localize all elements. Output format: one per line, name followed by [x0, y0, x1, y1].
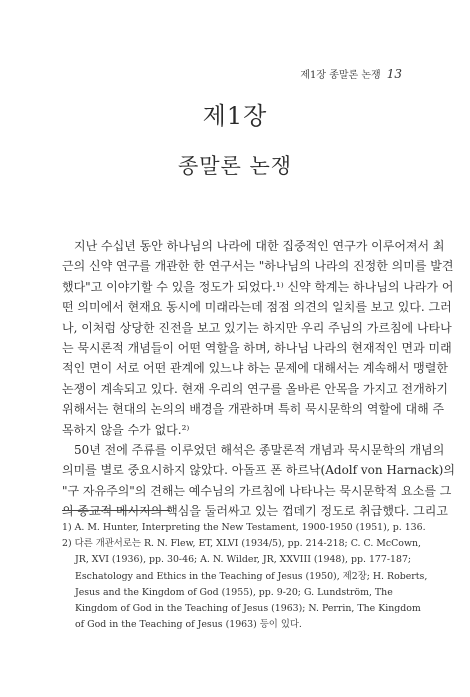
paragraph-line: 근의 신약 연구를 개관한 한 연구서는 "하나님의 나라의 진정한 의미를 발견	[62, 259, 454, 274]
paragraph-line: 논쟁이 계속되고 있다. 현재 우리의 연구를 올바른 안목을 가지고 전개하기	[62, 381, 448, 396]
paragraph-line: 목하지 않을 수가 없다.²⁾	[62, 422, 190, 437]
running-head-label: 제1장 종말론 논쟁	[300, 70, 381, 81]
running-head	[300, 66, 402, 81]
footnote-line: JR, XVI (1936), pp. 30-46; A. N. Wilder, JR, XXVIII (1948), pp. 177-187;	[75, 554, 412, 566]
footnote-line: 1) A. M. Hunter, Interpreting the New Testament, 1900-1950 (1951), p. 136.	[62, 522, 426, 533]
paragraph-line: 지난 수십년 동안 하나님의 나라에 대한 집중적인 연구가 이루어져서 최	[74, 239, 445, 253]
footnote-line: Kingdom of God in the Teaching of Jesus (1963); N. Perrin, The Kingdom	[75, 602, 421, 614]
footnote-line: of God in the Teaching of Jesus (1963) 등이 있다.	[75, 619, 302, 631]
footnote-divider	[62, 510, 170, 511]
body-text	[62, 236, 455, 521]
chapter-title: 종말론 논쟁	[177, 154, 293, 178]
paragraph-line: 했다"고 이야기할 수 있을 정도가 되었다.¹⁾ 신약 학계는 하나님의 나라가 어	[62, 279, 454, 294]
paragraph-line: "구 자유주의"의 견해는 예수님의 가르침에 나타나는 묵시문학적 요소를 그	[62, 483, 452, 498]
paragraph-line: 의미를 별로 중요시하지 않았다. 아돌프 폰 하르낙(Adolf von Harnack)의	[62, 463, 455, 478]
paragraph-line: 는 묵시론적 개념들이 어떤 역할을 하며, 하나님 나라의 현재적인 면과 미래	[62, 340, 452, 355]
footnote-line: 2) 다른 개관서로는 R. N. Flew, ET, XLVI (1934/5), pp. 214-218; C. C. McCown,	[62, 538, 421, 550]
footnote-line: Jesus and the Kingdom of God (1955), pp. 9-20; G. Lundström, The	[75, 586, 393, 598]
footnotes	[62, 520, 428, 633]
footnote-line: Eschatology and Ethics in the Teaching of Jesus (1950), 제2장; H. Roberts,	[75, 570, 428, 582]
paragraph-line: 나, 이처럼 상당한 진전을 보고 있기는 하지만 우리 주님의 가르침에 나타나	[62, 320, 452, 335]
paragraph-line: 위해서는 현대의 논의의 배경을 개관하며 특히 묵시문학의 역할에 대해 주	[62, 402, 445, 417]
paragraph-line: 50년 전에 주류를 이루었던 해석은 종말론적 개념과 묵시문학의 개념의	[74, 442, 445, 457]
paragraph-line: 적인 면이 서로 어떤 관계에 있느냐 하는 문제에 대해서는 계속해서 맹렬한	[62, 361, 448, 376]
page-number: 13	[386, 67, 402, 81]
paragraph-line: 의 종교적 메시지의 핵심을 둘러싸고 있는 껍데기 정도로 취급했다. 그리고	[62, 504, 448, 519]
chapter-number: 제1장	[202, 102, 268, 130]
paragraph-line: 떤 의미에서 현재요 동시에 미래라는데 점점 의견의 일치를 보고 있다. 그러	[62, 300, 452, 315]
